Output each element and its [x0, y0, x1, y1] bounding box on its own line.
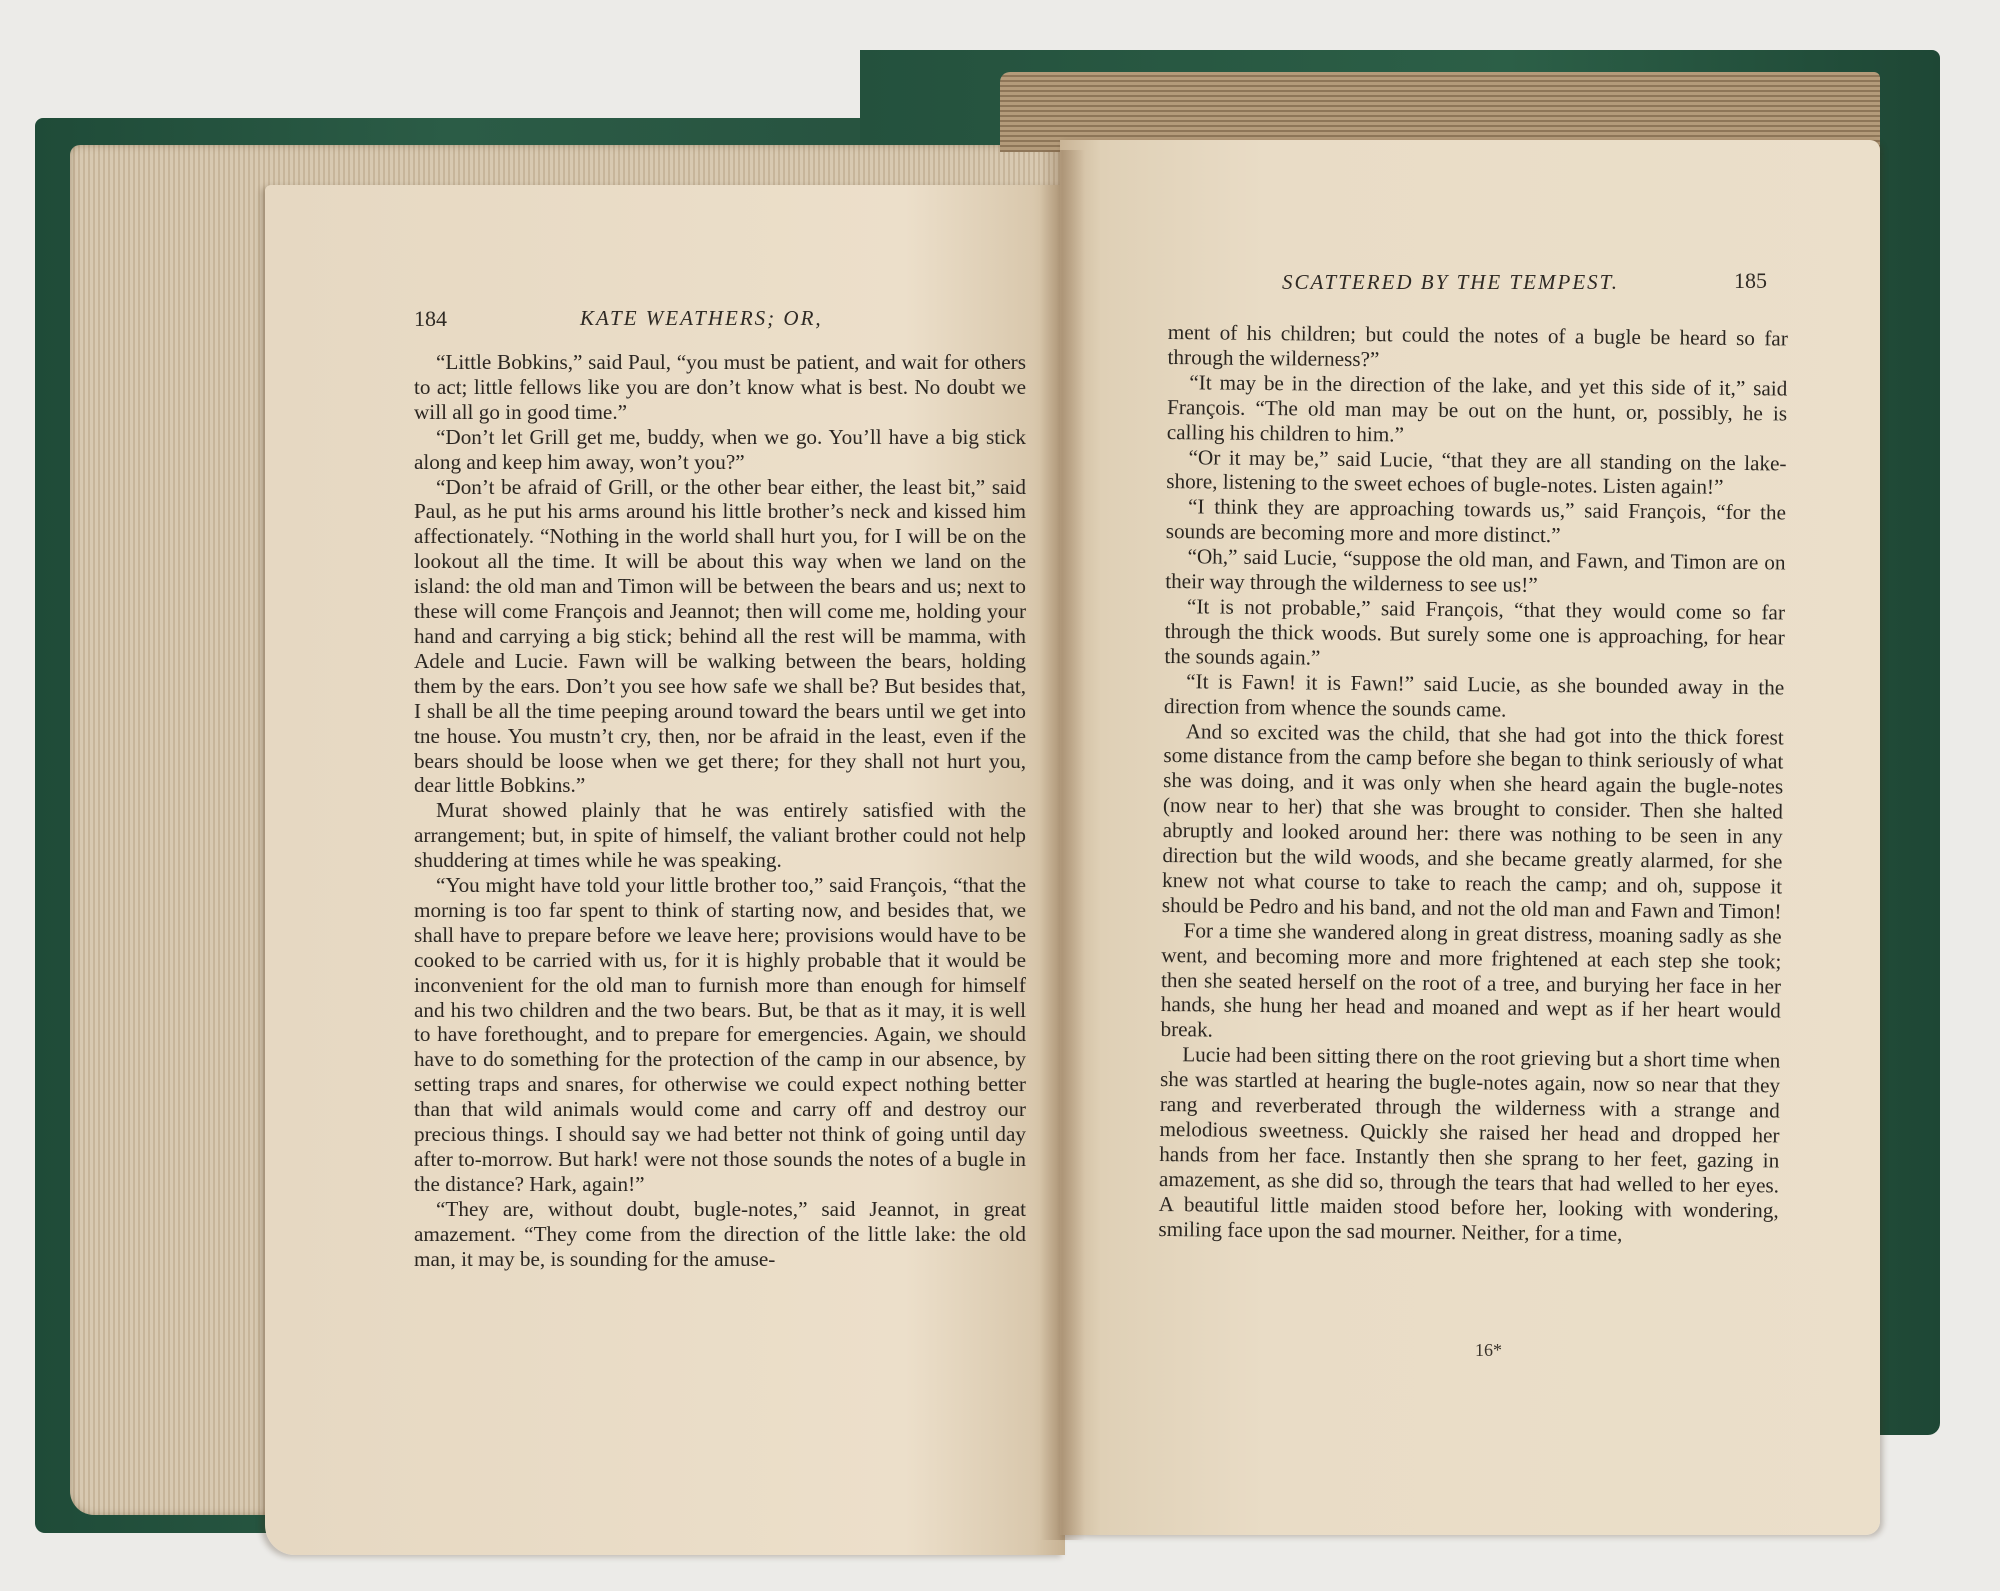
paragraph: And so excited was the child, that she had got into the thick forest some distance from the camp before she began to think seriously of what she was doing, and it was only when she heard again the bugle-notes (now near to her) that she was brought to consider. Then she halted abruptly and looked around her: there was nothing to be seen in any direction but the wild woods, and she became greatly alarmed, for she knew not what course to take to reach the camp; and oh, suppose it should be Pedro and his band, and not the old man and Fawn and Timon!: [1161, 718, 1784, 924]
paragraph: “It may be in the direction of the lake, and yet this side of it,” said François. “The old man may be out on the hunt, or, possibly, he is calling his children to him.”: [1166, 370, 1788, 447]
left-running-title: KATE WEATHERS; OR,: [580, 306, 823, 330]
paragraph: “Don’t let Grill get me, buddy, when we go. You’ll have a big stick along and keep him away, won’t you?”: [414, 424, 1026, 474]
book-gutter: [1040, 150, 1085, 1540]
paragraph: Murat showed plainly that he was entirely satisfied with the arrangement; but, in spite of himself, the valiant brother could not help shuddering at times while he was speaking.: [414, 798, 1026, 873]
paragraph: “It is not probable,” said François, “that they would come so far through the thick woods. But surely some one is approaching, for hear the sounds again.”: [1164, 594, 1786, 670]
left-page-number: 184: [414, 306, 447, 331]
paragraph: “They are, without doubt, bugle-notes,” said Jeannot, in great amazement. “They come from the direction of the little lake: the old man, it may be, is sounding for the amuse-: [414, 1196, 1026, 1271]
paragraph-continuation: ment of his children; but could the notes of a bugle be heard so far through the wilderness?”: [1167, 320, 1788, 372]
paragraph: “Oh,” said Lucie, “suppose the old man, and Fawn, and Timon are on their way through the wilderness to see us!”: [1165, 544, 1786, 597]
left-page-text: [414, 350, 1026, 1272]
paragraph: “It is Fawn! it is Fawn!” said Lucie, as she bounded away in the direction from whence the sounds came.: [1163, 668, 1785, 722]
paragraph: “You might have told your little brother too,” said François, “that the morning is too far spent to think of starting now, and besides that, we shall have to prepare before we leave here; provisions would have to be cooked to be carried with us, for it is highly probable that it would be inconvenient for the old man to furnish more than enough for himself and his two children and the two bears. But, be that as it may, it is well to have forethought, and to prepare for emergencies. Again, we should have to do something for the protection of the camp in our absence, by setting traps and snares, for otherwise we could expect nothing better than that wild animals would come and carry off and destroy our precious things. I should say we had better not think of going until day after to-morrow. But hark! were not those sounds the notes of a bugle in the distance? Hark, again!”: [414, 873, 1026, 1196]
paragraph: “Or it may be,” said Lucie, “that they are all standing on the lake-shore, listening to the sweet echoes of bugle-notes. Listen again!”: [1166, 444, 1787, 500]
right-page-number: 185: [1734, 268, 1767, 293]
signature-mark: 16*: [1475, 1340, 1502, 1360]
right-page-text: [1158, 320, 1788, 1248]
paragraph: Lucie had been sitting there on the root grieving but a short time when she was startled at hearing the bugle-notes again, now so near that they rang and reverberated through the wilderness with a strange and melodious sweetness. Quickly she raised her head and dropped her hands from her face. Instantly then she sprang to her feet, gazing in amazement, as she did so, through the tears that had welled to her eyes. A beautiful little maiden stood before her, looking with wondering, smiling face upon the sad mourner. Neither, for a time,: [1158, 1042, 1781, 1246]
paragraph: “Don’t be afraid of Grill, or the other bear either, the least bit,” said Paul, as he put his arms around his little brother’s neck and kissed him affectionately. “Nothing in the world shall hurt you, for I will be on the lookout all the time. It will be about this way when we land on the island: the old man and Timon will be between the bears and us; next to these will come François and Jeannot; then will come me, holding your hand and carrying a big stick; behind all the rest will be mamma, with Adele and Lucie. Fawn will be walking between the bears, holding them by the ears. Don’t you see how safe we shall be? But besides that, I shall be all the time peeping around toward the bears until we get into tne house. You mustn’t cry, then, nor be afraid in the least, even if the bears should be loose when we get there; for they shall not hurt you, dear little Bobkins.”: [414, 474, 1026, 798]
paragraph: “I think they are approaching towards us,” said François, “for the sounds are becoming more and more distinct.”: [1165, 494, 1787, 548]
paragraph: “Little Bobkins,” said Paul, “you must be patient, and wait for others to act; little fellows like you are don’t know what is best. No doubt we will all go in good time.”: [414, 350, 1026, 424]
right-running-title: SCATTERED BY THE TEMPEST.: [1282, 270, 1620, 294]
paragraph: For a time she wandered along in great distress, moaning sadly as she went, and becoming more and more frightened at each step she took; then she seated herself on the root of a tree, and burying her face in her hands, she hung her head and moaned and wept as if her heart would break.: [1160, 917, 1782, 1042]
